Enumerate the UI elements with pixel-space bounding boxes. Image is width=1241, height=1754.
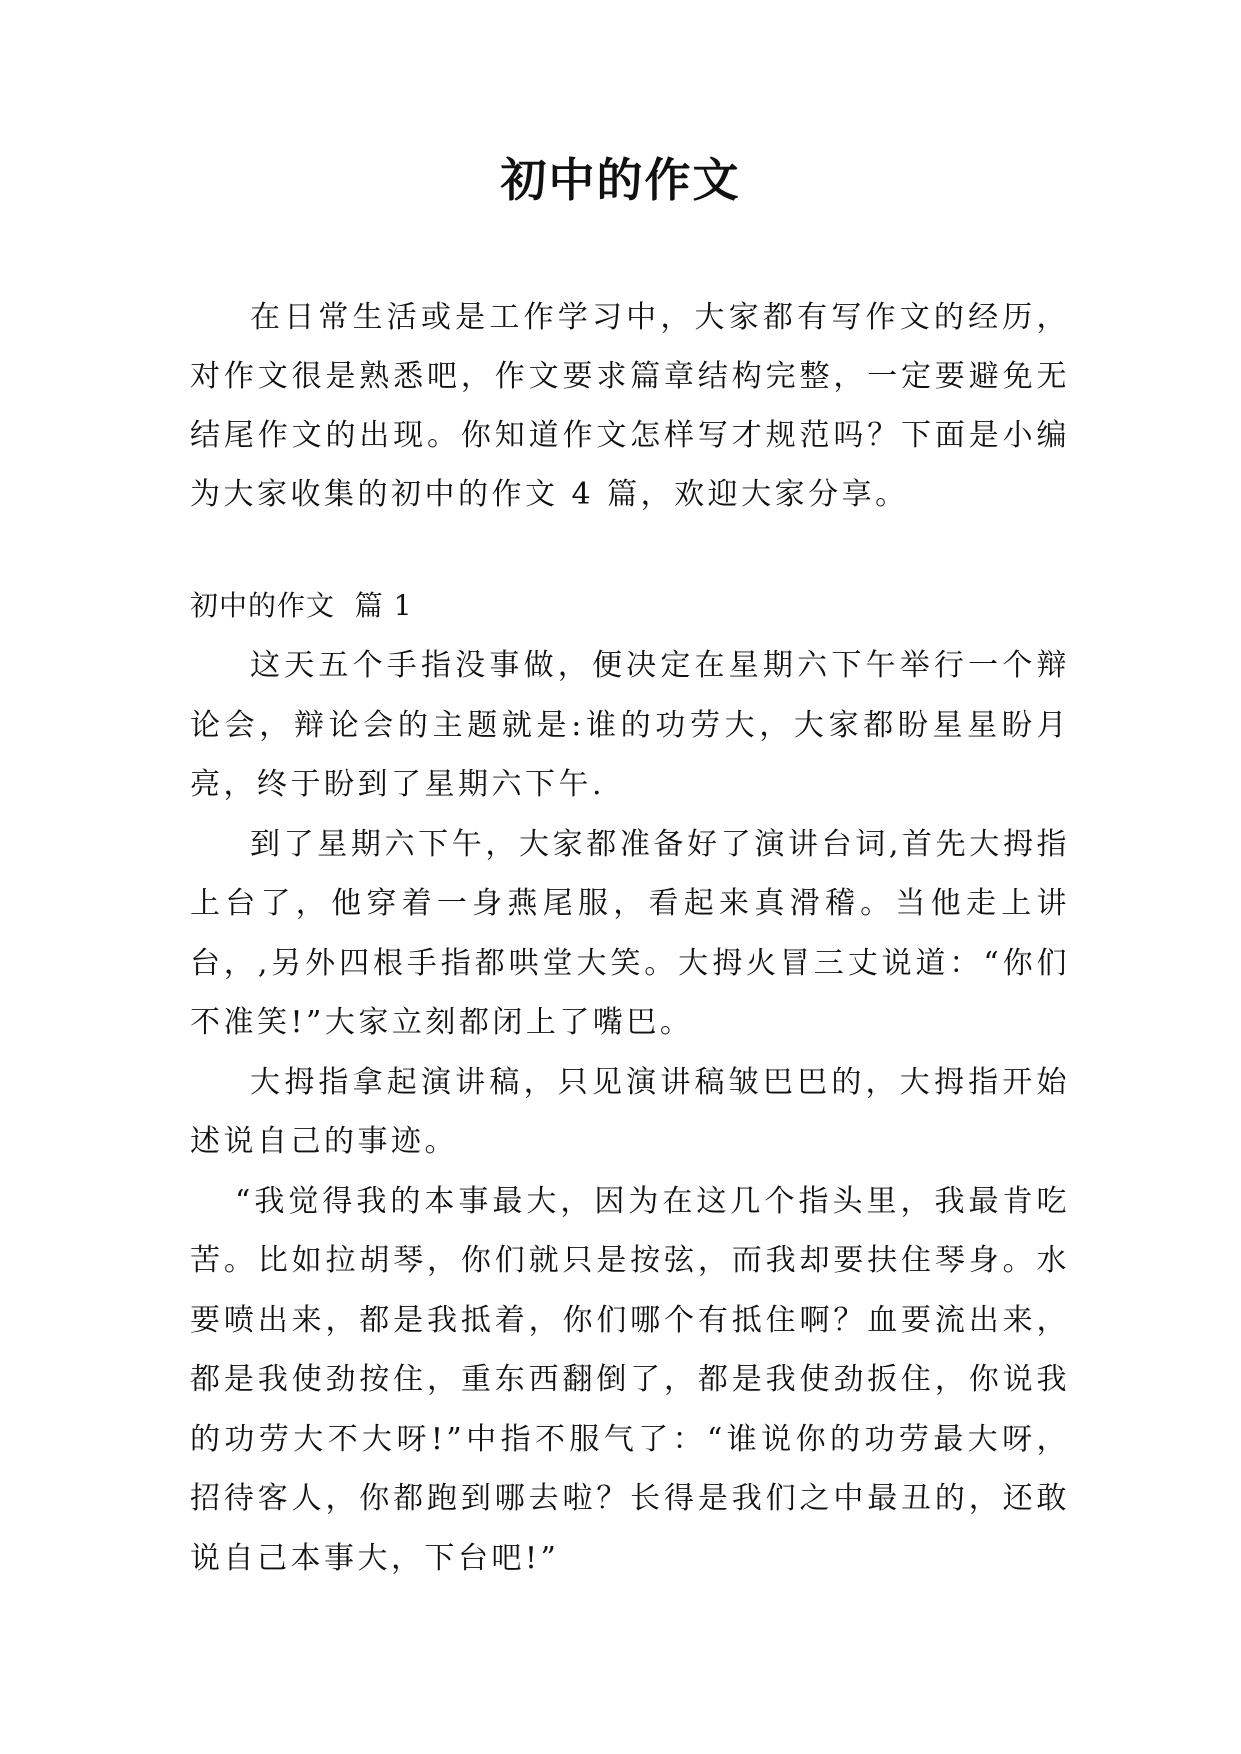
body-paragraph: 大拇指拿起演讲稿，只见演讲稿皱巴巴的，大拇指开始述说自己的事迹。 bbox=[190, 1064, 1070, 1159]
intro-paragraph: 在日常生活或是工作学习中，大家都有写作文的经历，对作文很是熟悉吧，作文要求篇章结构完整，一定要避免无结尾作文的出现。你知道作文怎样写才规范吗？下面是小编为大家收集的初中的作文 4 篇，欢迎大家分享。 bbox=[190, 300, 1070, 512]
document-body bbox=[190, 288, 1070, 1588]
body-paragraph: “我觉得我的本事最大，因为在这几个指头里，我最肯吃苦。比如拉胡琴，你们就只是按弦，而我却要扶住琴身。水要喷出来，都是我抵着，你们哪个有抵住啊？血要流出来，都是我使劲按住，重东西翻倒了，都是我使劲扳住，你说我的功劳大不大呀!”中指不服气了：“谁说你的功劳最大呀，招待客人，你都跑到哪去啦？长得是我们之中最丑的，还敢说自己本事大，下台吧!” bbox=[190, 1183, 1070, 1576]
document-title: 初中的作文 bbox=[500, 153, 741, 207]
section-heading: 初中的作文 篇 1 bbox=[190, 589, 413, 622]
body-paragraph: 这天五个手指没事做，便决定在星期六下午举行一个辩论会，辩论会的主题就是:谁的功劳大，大家都盼星星盼月亮，终于盼到了星期六下午. bbox=[190, 648, 1070, 802]
body-paragraph: 到了星期六下午，大家都准备好了演讲台词,首先大拇指上台了，他穿着一身燕尾服，看起来真滑稽。当他走上讲台，,另外四根手指都哄堂大笑。大拇火冒三丈说道：“你们不准笑!”大家立刻都闭上了嘴巴。 bbox=[190, 826, 1070, 1040]
